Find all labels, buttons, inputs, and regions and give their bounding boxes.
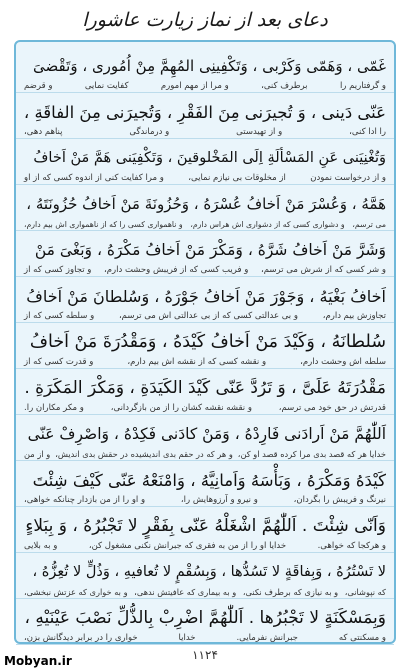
translation-text: سلطه اش وحشت دارم، xyxy=(300,357,386,367)
translation-text: خدایا او را از من به فقری که جبرانش نکنی مشغول کن، xyxy=(88,541,287,551)
translation-text: تجاوزش بیم دارم، xyxy=(322,311,386,321)
translation-text: جبرانش نفرمایی. xyxy=(236,633,298,643)
translation-line xyxy=(24,631,386,645)
page-number: ۱۱۲۴ xyxy=(192,648,218,662)
translation-text: و قرضم xyxy=(24,81,53,91)
translation-text: و هر که در حقم بدی اندیشیده در حقش بدی اندیش، xyxy=(55,449,233,459)
translation-text: و هرکجا که خواهی. xyxy=(317,541,386,551)
translation-line xyxy=(24,585,386,599)
translation-text: قدرتش در حق خود می ترسم، xyxy=(278,403,386,413)
translation-text: می ترسم، xyxy=(352,219,386,229)
site-brand: Mobyan.ir xyxy=(4,654,72,668)
arabic-text: اَللّٰهُمَّ مَنْ اَرادَنی فَارِدْهُ ، وَمَنْ کادَنی فَکِدْهُ ، وَاصْرِفْ عَنّی xyxy=(27,425,386,443)
translation-text: و مرا از مهم امورم xyxy=(160,81,229,91)
translation-text: و نیرو و آرزوهایش را، xyxy=(180,495,258,505)
translation-line xyxy=(24,309,386,323)
translation-text: و مرا کفایت کنی از اندوه کسی که از او xyxy=(24,173,164,183)
translation-text: و گرفتاریم را xyxy=(339,81,386,91)
translation-line xyxy=(24,493,386,507)
translation-text: و مکر مکاران را. xyxy=(24,403,84,413)
translation-line xyxy=(24,217,386,231)
arabic-text: سُلطانَهُ ، وَکَیْدَ مَنْ اَخافُ کَیْدَهُ ، وَمَقْدُرَةَ مَنْ اَخافُ xyxy=(29,332,386,352)
translation-text: و نقشه کسی که از نقشه اش بیم دارم، xyxy=(127,357,267,367)
header xyxy=(0,4,410,36)
translation-text: نیرنگ و فریبش را بگردان، xyxy=(293,495,386,505)
translation-text: و به نیازی که برطرف نکنی، xyxy=(242,587,339,597)
translation-text: خواری را در برابر دیدگانش بزن، xyxy=(24,633,138,643)
translation-text: و سلطه کسی که از xyxy=(24,311,95,321)
translation-line xyxy=(24,125,386,139)
translation-text: و به بیماری که عافیتش ندهی، xyxy=(134,587,237,597)
translation-text: و ناهمواری کسی را که از ناهمواری اش بیم دارم، xyxy=(24,219,183,229)
arabic-text: کَیْدَهُ وَمَکْرَهُ ، وَبَأْسَهُ وَاَمانِیَّهُ ، وَامْنَعْهُ عَنّی کَیْفَ شِئْتَ xyxy=(32,470,386,490)
text-frame xyxy=(14,40,396,644)
translation-text: و فریب کسی که از فریبش وحشت دارم، xyxy=(104,265,249,275)
translation-text: و دشواری کسی که از دشواری اش هراس دارم، xyxy=(190,219,345,229)
translation-text: برطرف کنی، xyxy=(261,81,308,91)
translation-text: پناهم دهی، xyxy=(24,127,63,137)
translation-line xyxy=(24,263,386,277)
translation-text: و تجاوز کسی که از xyxy=(24,265,92,275)
arabic-text: هَمَّهُ ، وَعُسْرَ مَنْ اَخافُ عُسْرَهُ ، وَحُزُونَةَ مَنْ اَخافُ حُزُونَتَهُ ، xyxy=(26,195,386,213)
translation-text: و مسکنتی که xyxy=(338,633,386,643)
arabic-text: اَخافُ بَغْیَهُ ، وَجَوْرَ مَنْ اَخافُ جَوْرَهُ ، وَسُلطانَ مَنْ اَخافُ xyxy=(26,286,386,306)
translation-text: کفایت نمایی xyxy=(84,81,129,91)
translation-text: که نپوشانی، xyxy=(344,587,386,597)
translation-text: و قدرت کسی که از xyxy=(24,357,94,367)
arabic-text: مَقْدُرَتَهُ عَلَیَّ ، وَ تَرُدَّ عَنّی کَیْدَ الکَیَدَةِ ، وَمَکْرَ المَکَرَةِ . xyxy=(24,378,386,398)
translation-text: و نقشه نقشه کشان را از من بازگردانی، xyxy=(110,403,252,413)
arabic-text: غَمّی ، وَهَمّی وَکَرْبی ، وَتَکْفِینِی المُهِمَّ مِنْ اُمُوری ، وَتَقْضیَ xyxy=(33,57,386,75)
page-title: دعای بعد از نماز زیارت عاشورا xyxy=(82,9,328,31)
translation-text: و به خواری که عزتش نبخشی، xyxy=(24,587,128,597)
translation-line xyxy=(24,401,386,415)
translation-text: و شر کسی که از شرش می ترسم، xyxy=(260,265,386,275)
translation-text: و از درخواست نمودن xyxy=(310,173,386,183)
translation-line xyxy=(24,447,386,461)
translation-text: و از من xyxy=(24,449,51,459)
arabic-text: وَاَنّی شِئْتَ . اَللّٰهُمَّ اشْغَلْهُ عَنّی بِفَقْرٍ لا تَجْبُرُهُ ، وَ بِبَلاءٍ xyxy=(25,516,386,536)
translation-line xyxy=(24,539,386,553)
arabic-text: وَتُغْنِیَنی عَنِ المَسْألَةِ اِلَی المَخْلوقینَ ، وَتَکْفِیَنی هَمَّ مَنْ اَخافُ xyxy=(33,150,386,166)
arabic-text: لا تَسْتُرُهُ ، وَبِفاقَةٍ لا تَسُدُّها ، وَبِسُقْمٍ لا تُعافیهِ ، وَذُلٍّ لا تُعِزُّهُ ، xyxy=(32,564,386,580)
translation-line xyxy=(24,171,386,185)
translation-text: و او را از من بازدار چنانکه خواهی، xyxy=(24,495,146,505)
translation-line xyxy=(24,355,386,369)
arabic-text: وَشَرَّ مَنْ اَخافُ شَرَّهُ ، وَمَکْرَ مَنْ اَخافُ مَکْرَهُ ، وَبَغْیَ مَنْ xyxy=(34,241,386,259)
translation-text: خدایا xyxy=(178,633,196,643)
translation-text: و بی عدالتی کسی که از بی عدالتی اش می ترسم، xyxy=(118,311,298,321)
translation-text: خدایا هر که قصد بدی مرا کرده قصد او کن، xyxy=(237,449,386,459)
arabic-text: وَبِمَسْکَنَةٍ لا تَجْبُرُها . اَللّٰهُمَّ اضْرِبْ بِالذُّلِّ نَصْبَ عَیْنَیْهِ ، xyxy=(24,608,386,628)
translation-text: و درماندگی xyxy=(129,127,170,137)
translation-text: از مخلوقات بی نیازم نمایی، xyxy=(188,173,286,183)
translation-line xyxy=(24,79,386,93)
translation-text: را ادا کنی، xyxy=(349,127,386,137)
translation-text: و به بلایی xyxy=(24,541,58,551)
translation-text: و از تهیدستی xyxy=(236,127,283,137)
arabic-text: عَنّی دَینی ، وَ تُجیرَنی مِنَ الفَقْرِ ، وَتُجیرَنی مِنَ الفاقَةِ ، xyxy=(23,102,386,122)
